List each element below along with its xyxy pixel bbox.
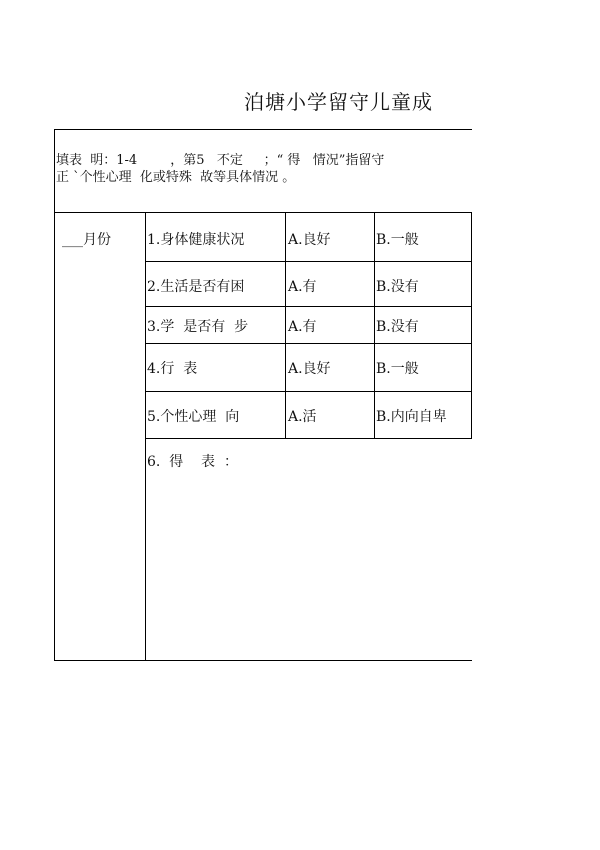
column-divider <box>471 212 472 438</box>
option-a: A.良好 <box>288 232 331 248</box>
row-divider <box>145 391 472 392</box>
option-a: A.有 <box>288 279 317 295</box>
option-b: B.一般 <box>376 361 419 377</box>
form-table <box>54 129 472 661</box>
column-divider <box>285 212 286 438</box>
question-study-progress: 3.学 是否有 步 <box>147 319 249 335</box>
instructions-divider <box>54 212 472 213</box>
instructions-line-2: 正 `个性心理 化或特殊 故等具体情况 。 <box>56 170 296 185</box>
month-label: ___月份 <box>62 232 111 248</box>
option-b: B.没有 <box>376 319 419 335</box>
column-divider <box>145 212 146 661</box>
row-divider <box>145 306 472 307</box>
column-divider <box>374 212 375 438</box>
row-divider <box>145 438 472 439</box>
option-a: A.活 <box>288 409 317 425</box>
row-divider <box>145 343 472 344</box>
option-b: B.一般 <box>376 232 419 248</box>
option-b: B.内向自卑 <box>376 409 447 425</box>
question-health: 1.身体健康状况 <box>147 232 245 248</box>
fill-instructions <box>56 152 470 186</box>
option-b: B.没有 <box>376 279 419 295</box>
page-title: 泊塘小学留守儿童成 <box>244 90 433 114</box>
performance-label: 6. 得 表 ： <box>147 454 238 470</box>
option-a: A.有 <box>288 319 317 335</box>
instructions-line-1: 填表 明：1-4 ，第5 不定 ；“ 得 情况”指留守 <box>56 153 385 168</box>
question-living-difficulty: 2.生活是否有困 <box>147 279 245 295</box>
option-a: A.良好 <box>288 361 331 377</box>
question-behavior: 4.行 表 <box>147 361 198 377</box>
question-personality: 5.个性心理 向 <box>147 409 240 425</box>
row-divider <box>145 261 472 262</box>
